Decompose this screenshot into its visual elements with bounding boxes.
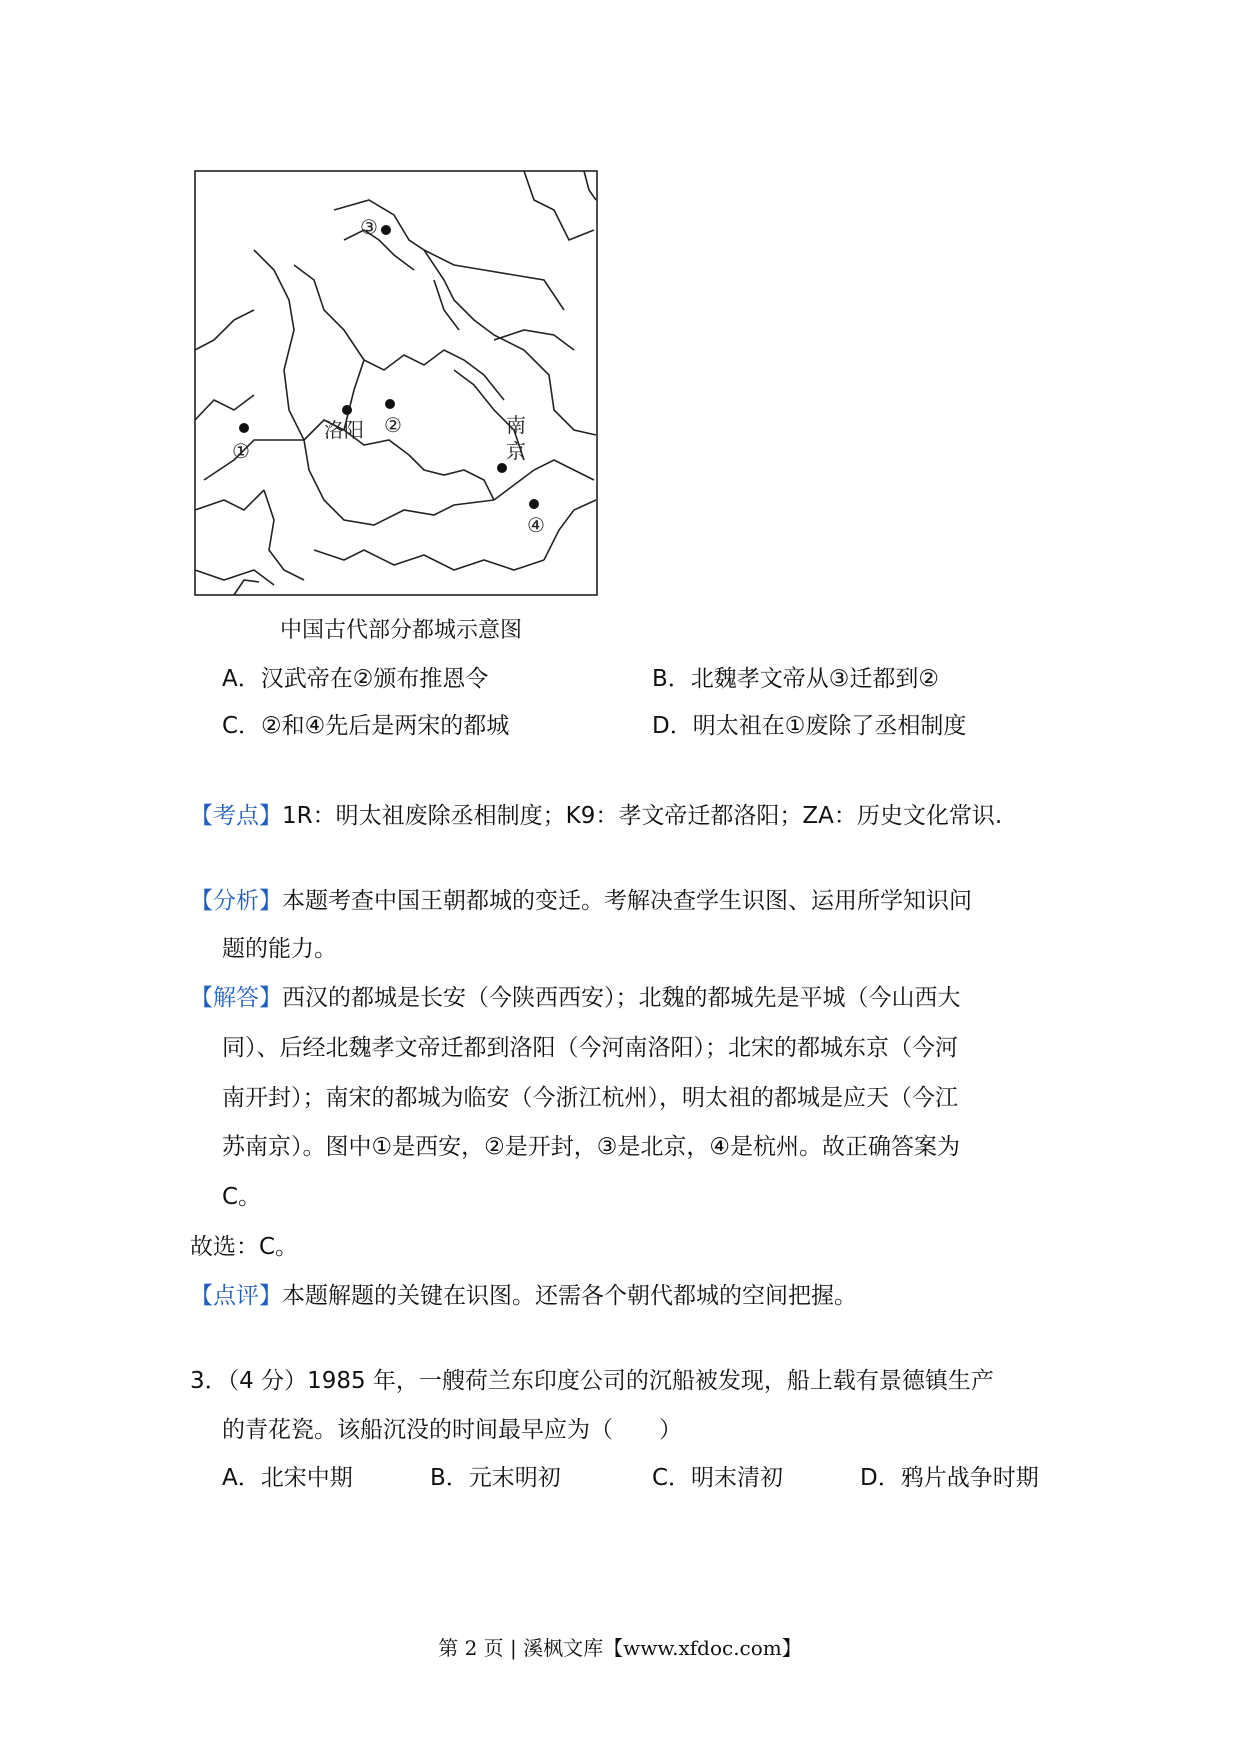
- map-marker-2: ②: [384, 413, 402, 437]
- dianping-section: [190, 1281, 857, 1311]
- q3-stem-line-2: 的青花瓷。该船沉没的时间最早应为（ ）: [222, 1417, 682, 1443]
- map-label-nanjing-1: 南: [506, 413, 526, 437]
- jieda-section: [190, 983, 961, 1013]
- fenxi-line-1: 本题考查中国王朝都城的变迁。考解决查学生识图、运用所学知识问: [282, 888, 972, 914]
- option-b: B．北魏孝文帝从③迁都到②: [652, 666, 940, 692]
- capital-cities-map: [194, 170, 598, 596]
- map-marker-4: ④: [527, 513, 545, 537]
- dianping-text: 本题解题的关键在识图。还需各个朝代都城的空间把握。: [282, 1283, 857, 1309]
- dianping-tag: 【点评】: [190, 1283, 282, 1309]
- map-marker-3: ③: [360, 215, 378, 239]
- map-label-luoyang: 洛阳: [324, 418, 364, 442]
- option-c: C．②和④先后是两宋的都城: [222, 713, 510, 739]
- page-footer: 第 2 页 | 溪枫文库【www.xfdoc.com】: [438, 1636, 802, 1660]
- q3-option-c: C．明末清初: [652, 1465, 784, 1491]
- kaodian-tag: 【考点】: [190, 803, 282, 829]
- q3-option-d: D．鸦片战争时期: [860, 1465, 1039, 1491]
- fenxi-line-2: 题的能力。: [222, 936, 337, 962]
- map-caption: 中国古代部分都城示意图: [280, 618, 523, 643]
- q3-option-a: A．北宋中期: [222, 1465, 353, 1491]
- q3-option-b: B．元末明初: [430, 1465, 561, 1491]
- jieda-line-2: 同）、后经北魏孝文帝迁都到洛阳（今河南洛阳）；北宋的都城东京（今河: [222, 1035, 958, 1061]
- map-label-nanjing-2: 京: [506, 439, 526, 463]
- fenxi-tag: 【分析】: [190, 888, 282, 914]
- jieda-line-1: 西汉的都城是长安（今陕西西安）；北魏的都城先是平城（今山西大: [282, 985, 961, 1011]
- fenxi-section: [190, 886, 972, 916]
- kaodian-text: 1R：明太祖废除丞相制度；K9：孝文帝迁都洛阳；ZA：历史文化常识.: [282, 803, 1003, 829]
- q3-stem-line-1: 3．（4 分）1985 年，一艘荷兰东印度公司的沉船被发现，船上载有景德镇生产: [190, 1368, 994, 1394]
- jieda-line-4: 苏南京）。图中①是西安，②是开封，③是北京，④是杭州。故正确答案为: [222, 1134, 960, 1160]
- jieda-line-3: 南开封）；南宋的都城为临安（今浙江杭州），明太祖的都城是应天（今江: [222, 1085, 958, 1111]
- map-marker-1: ①: [232, 439, 250, 463]
- kaodian-section: [190, 801, 1002, 831]
- answer-line: 故选：C。: [190, 1234, 299, 1260]
- option-d: D．明太祖在①废除了丞相制度: [652, 713, 967, 739]
- option-a: A．汉武帝在②颁布推恩令: [222, 666, 489, 692]
- jieda-tag: 【解答】: [190, 985, 282, 1011]
- jieda-line-5: C。: [222, 1184, 262, 1210]
